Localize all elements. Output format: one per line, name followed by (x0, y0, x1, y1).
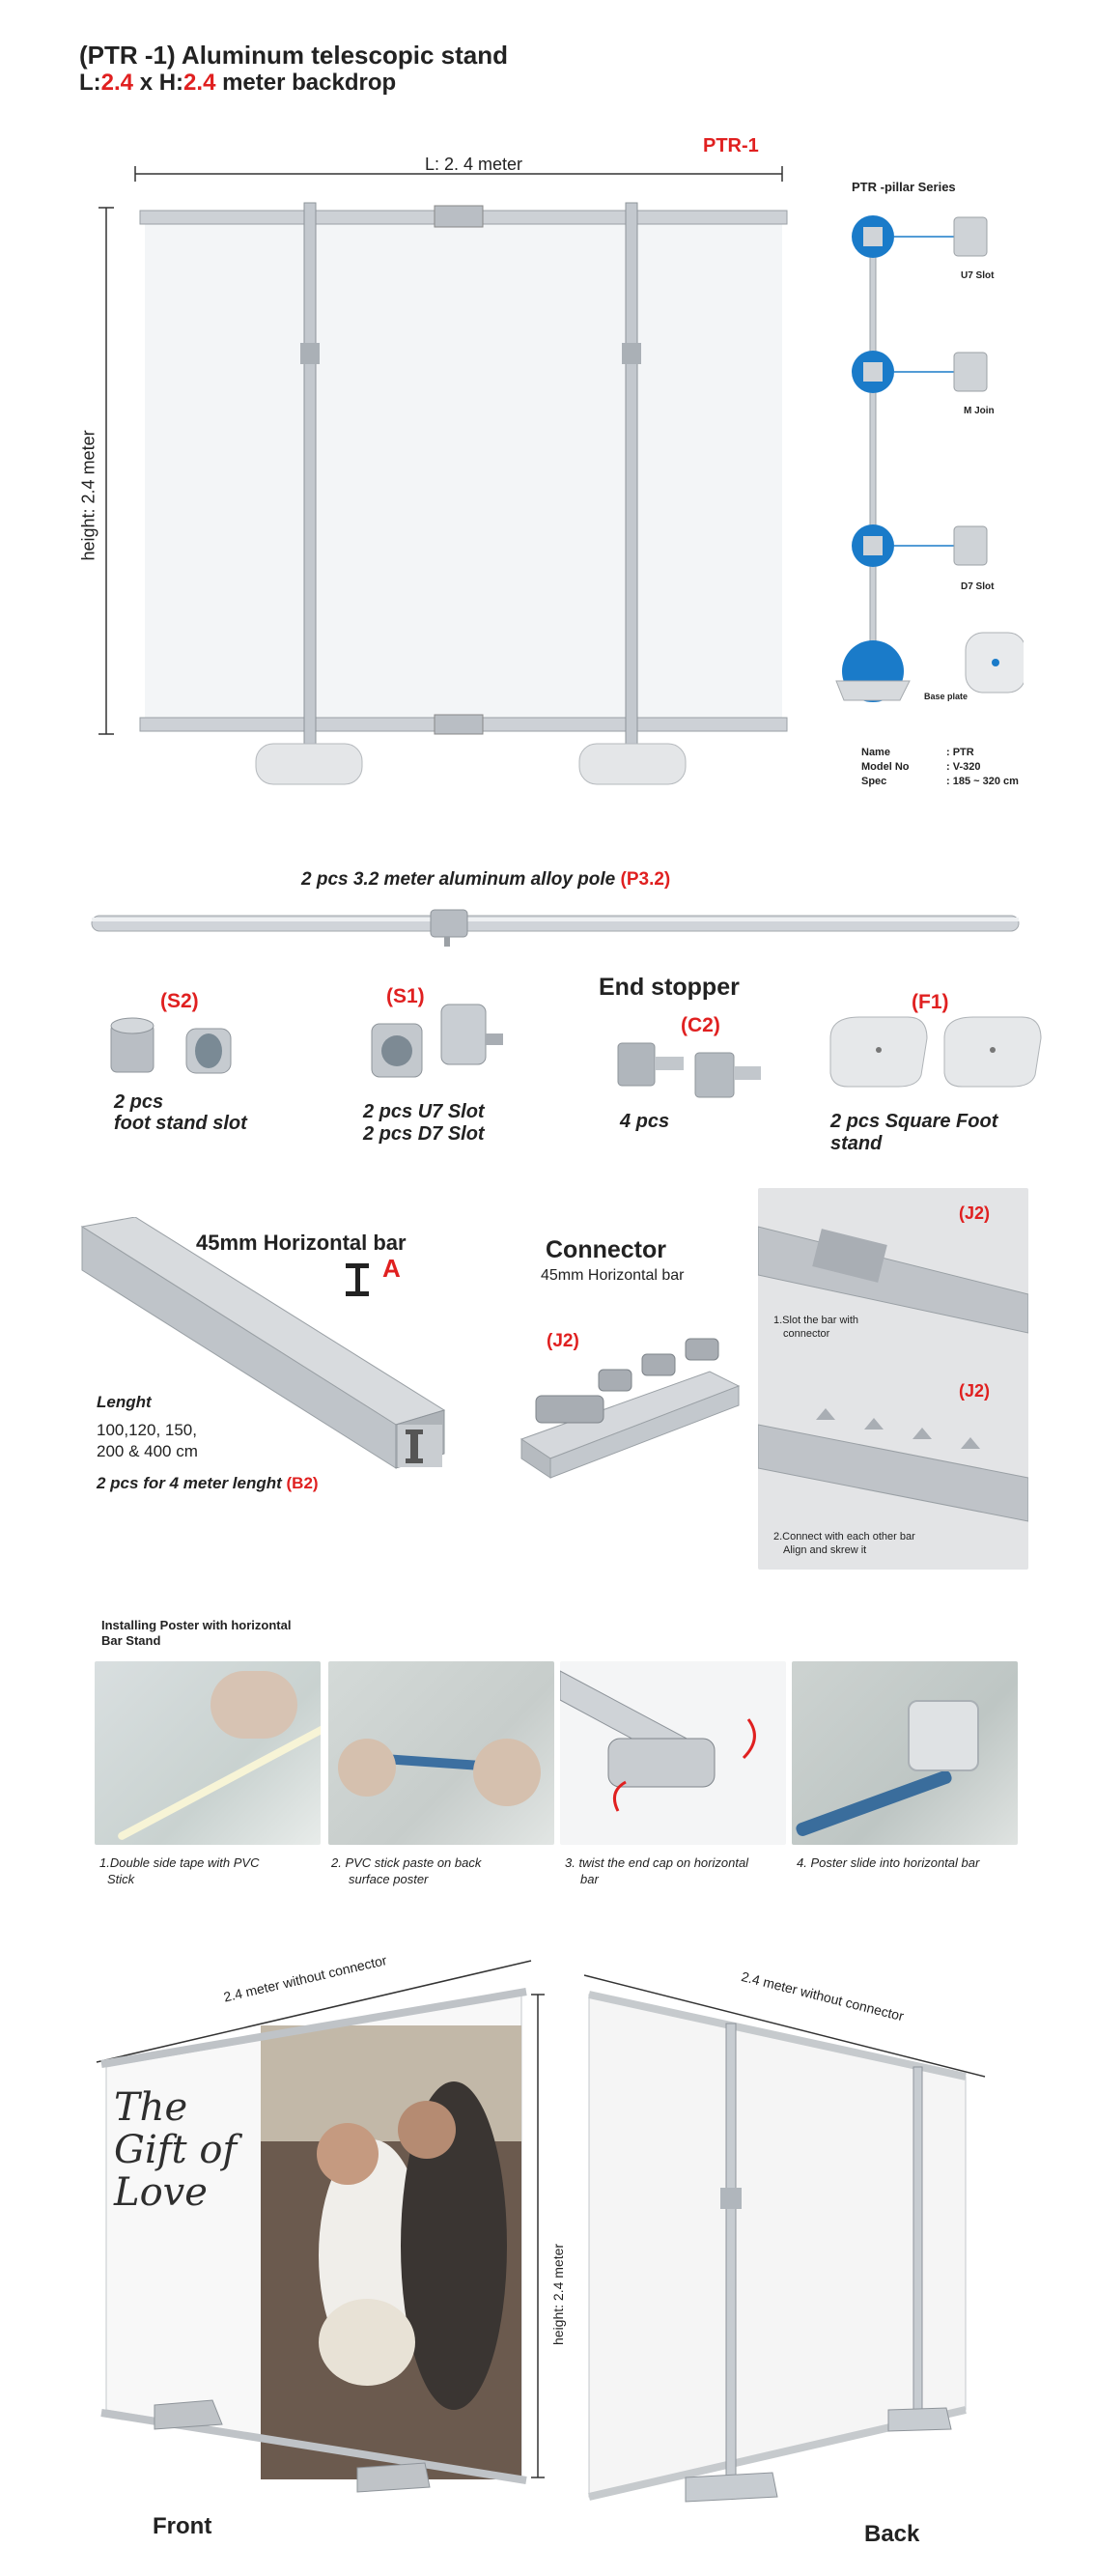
step1-line2: connector (783, 1328, 830, 1340)
part-base-label: Base plate (924, 692, 969, 701)
install-step1-line1: 1.Double side tape with PVC (99, 1855, 260, 1870)
horizontal-bar-title: 45mm Horizontal bar (196, 1231, 407, 1255)
c2-label: 4 pcs (620, 1111, 670, 1132)
length-options-line2: 200 & 400 cm (97, 1442, 198, 1460)
connector-title: Connector (546, 1236, 666, 1263)
pillar-series-title: PTR -pillar Series (852, 180, 956, 194)
pole-image (87, 898, 1033, 956)
f1-label (830, 1111, 997, 1155)
page-title: (PTR -1) Aluminum telescopic stand (79, 41, 508, 70)
pole-heading (301, 869, 670, 891)
install-step3-line1: 3. twist the end cap on horizontal (565, 1855, 749, 1870)
c2-code: (C2) (681, 1014, 720, 1036)
install-step1-photo (95, 1661, 321, 1845)
length-heading: Lenght (97, 1393, 152, 1411)
install-step1-line2: Stick (107, 1872, 135, 1886)
connector-steps-panel (758, 1188, 1028, 1570)
front-width-label: 2.4 meter without connector (222, 1952, 388, 2005)
bar-qty-code: (B2) (286, 1474, 319, 1492)
install-step1-caption (99, 1854, 259, 1887)
subtitle-l-prefix: L: (79, 70, 101, 96)
s1-label-line1: 2 pcs U7 Slot (363, 1101, 485, 1122)
f1-label-line2: stand (830, 1133, 883, 1154)
steps-code-top: (J2) (959, 1203, 991, 1223)
connector-image (517, 1314, 748, 1487)
bar-qty-label: 2 pcs for 4 meter lenght (97, 1474, 282, 1492)
stand-code: PTR-1 (703, 135, 759, 156)
bar-marker: A (382, 1254, 401, 1283)
install-step2-caption (331, 1854, 481, 1887)
stand-diagram (68, 145, 801, 802)
install-step2-line1: 2. PVC stick paste on back (331, 1855, 482, 1870)
f1-label-line1: 2 pcs Square Foot (830, 1111, 998, 1132)
install-step3-photo (560, 1661, 786, 1845)
s1-code: (S1) (386, 985, 425, 1007)
length-options (97, 1420, 198, 1462)
install-step3-line2: bar (580, 1872, 599, 1886)
s2-label-line2: foot stand slot (114, 1113, 247, 1134)
step2-text (773, 1530, 915, 1557)
spec-value: : V-320 (946, 761, 981, 773)
length-label: L: 2. 4 meter (425, 155, 523, 174)
horizontal-bar-image (77, 1217, 463, 1507)
subtitle-l-value: 2.4 (100, 70, 134, 96)
install-step4-line1: 4. Poster slide into horizontal bar (797, 1855, 980, 1870)
install-step3-caption (565, 1854, 748, 1887)
back-width-label: 2.4 meter without connector (740, 1968, 906, 2024)
installing-title-line2: Bar Stand (101, 1633, 161, 1648)
spec-value: : 185 ~ 320 cm (946, 776, 1019, 787)
bar-qty (97, 1474, 319, 1493)
pillar-diagram (830, 193, 1024, 715)
subtitle-h-value: 2.4 (183, 70, 216, 96)
connector-subtitle: 45mm Horizontal bar (541, 1267, 685, 1284)
s2-label-line1: 2 pcs (114, 1091, 164, 1113)
spec-value: : PTR (946, 747, 974, 758)
slot-image (362, 995, 536, 1091)
step1-line1: 1.Slot the bar with (773, 1315, 859, 1326)
spec-key: Model No (861, 761, 910, 773)
part-u7-label: U7 Slot (961, 270, 995, 281)
part-d7-label: D7 Slot (961, 581, 995, 592)
s1-label-line2: 2 pcs D7 Slot (363, 1123, 485, 1145)
step2-line1: 2.Connect with each other bar (773, 1531, 915, 1543)
step1-text (773, 1314, 858, 1341)
poster-script-text: The Gift of Love (114, 2085, 238, 2215)
install-step2-line2: surface poster (349, 1872, 429, 1886)
s1-label (363, 1101, 485, 1146)
height-label: height: 2.4 meter (78, 430, 98, 561)
pole-code: (P3.2) (620, 869, 671, 890)
install-step4-caption (797, 1854, 979, 1871)
page-subtitle (79, 70, 396, 97)
bottom-height-label: height: 2.4 meter (550, 2243, 566, 2345)
install-step2-photo (328, 1661, 554, 1845)
s2-label (114, 1091, 247, 1134)
back-label: Back (864, 2521, 920, 2547)
front-label: Front (153, 2513, 212, 2539)
end-cap-image (560, 1661, 786, 1845)
end-stopper-title: End stopper (599, 974, 740, 1001)
spec-table (861, 746, 1019, 789)
square-foot-image (821, 1009, 1053, 1096)
subtitle-suffix: meter backdrop (215, 70, 397, 96)
connector-code: (J2) (547, 1331, 579, 1351)
end-stopper-image (608, 1033, 772, 1111)
f1-code: (F1) (912, 991, 949, 1013)
foot-stand-slot-image (101, 1005, 275, 1091)
length-options-line1: 100,120, 150, (97, 1421, 197, 1439)
connector-steps-image (758, 1188, 1028, 1570)
spec-key: Spec (861, 776, 887, 787)
s2-code: (S2) (160, 990, 199, 1012)
installing-title (101, 1618, 291, 1649)
pole-label: 2 pcs 3.2 meter aluminum alloy pole (301, 869, 616, 890)
i-beam-icon (351, 1263, 363, 1296)
install-step4-photo (792, 1661, 1018, 1845)
part-mjoin-label: M Join (964, 406, 995, 416)
subtitle-h-prefix: x H: (133, 70, 184, 96)
steps-code-bottom: (J2) (959, 1381, 991, 1401)
step2-line2: Align and skrew it (783, 1544, 867, 1556)
installing-title-line1: Installing Poster with horizontal (101, 1618, 292, 1632)
spec-key: Name (861, 747, 890, 758)
